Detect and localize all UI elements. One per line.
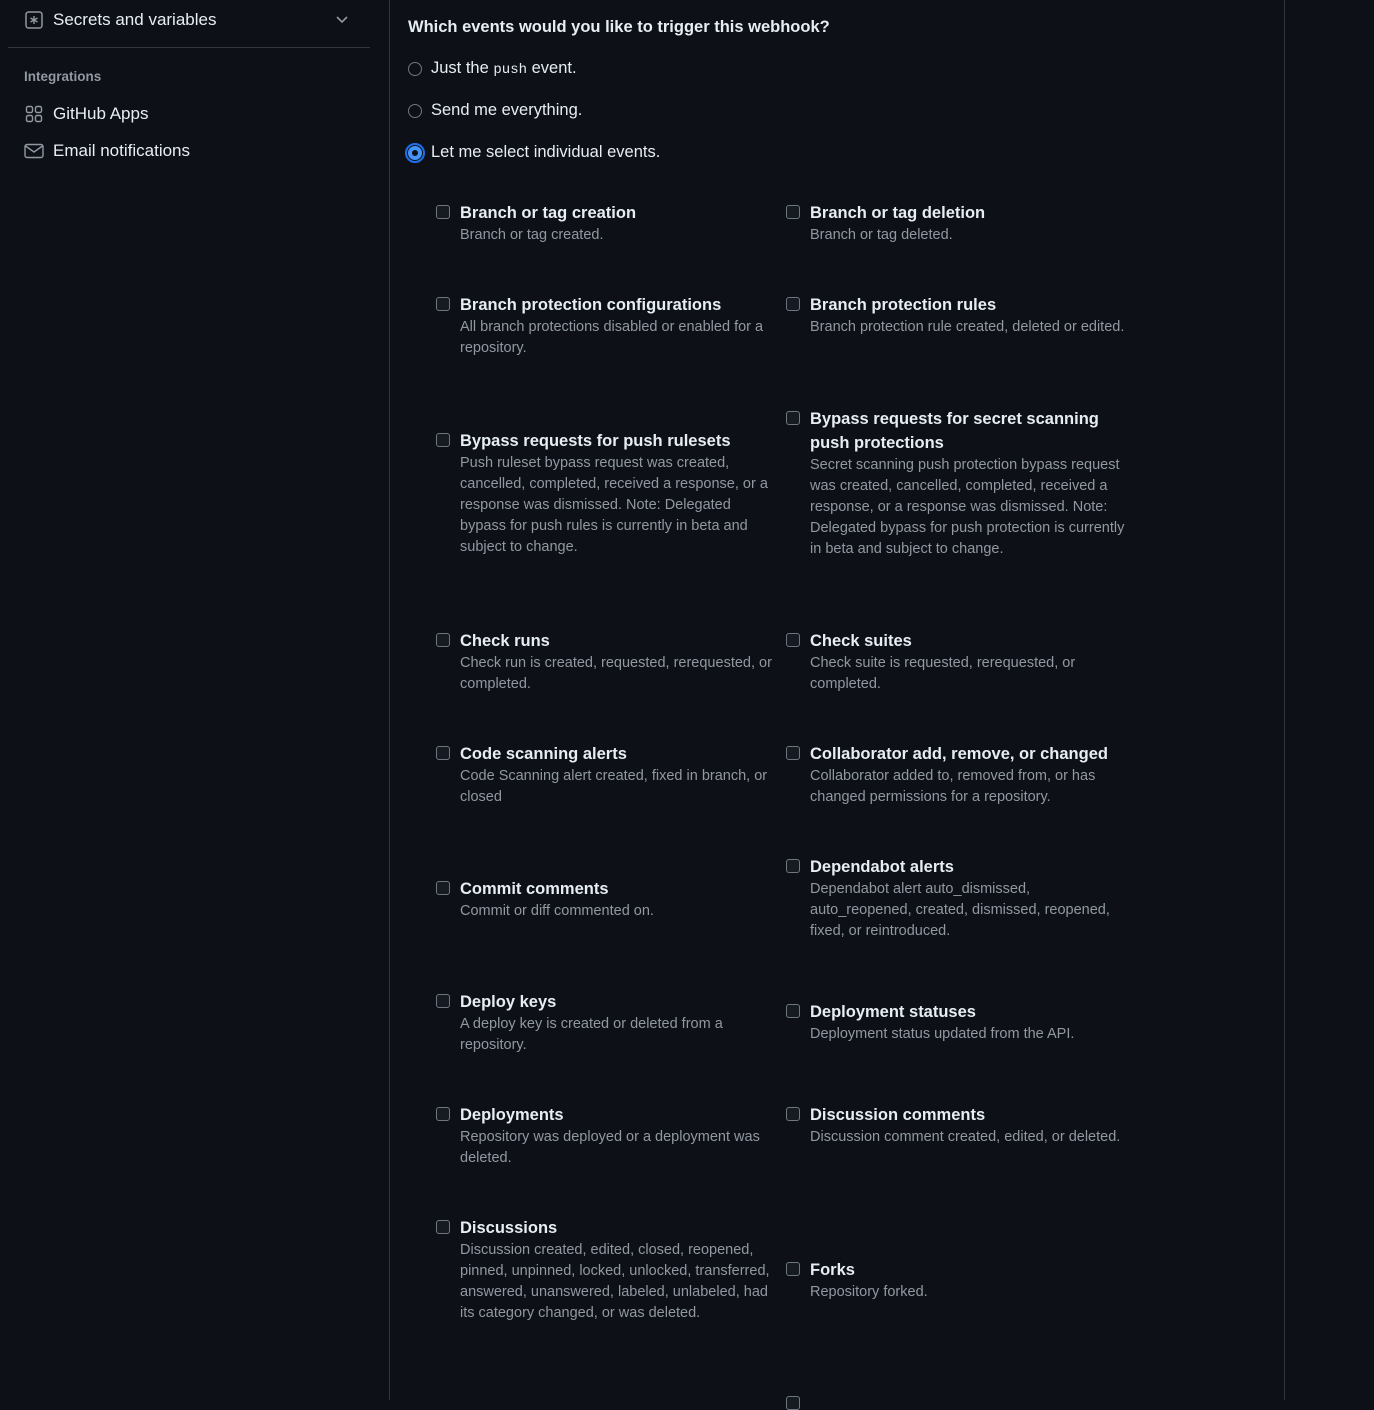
event-branch-protection-configurations: [436, 293, 776, 359]
event-branch-tag-deletion: [786, 201, 1126, 246]
push-code-label: push: [493, 62, 527, 78]
event-title: Deployment statuses: [810, 1003, 976, 1021]
event-description: Discussion comment created, edited, or deleted.: [810, 1129, 1121, 1145]
event-description: All branch protections disabled or enabled for a repository.: [460, 319, 764, 356]
event-title: Collaborator add, remove, or changed: [810, 745, 1108, 763]
event-branch-protection-rules: [786, 293, 1126, 338]
event-checkbox[interactable]: [786, 1004, 800, 1018]
event-description: Collaborator added to, removed from, or has changed permissions for a repository.: [810, 768, 1096, 805]
event-description: Code Scanning alert created, fixed in branch, or closed: [460, 768, 768, 805]
event-title: Code scanning alerts: [460, 745, 627, 763]
event-title: Branch or tag deletion: [810, 204, 986, 222]
event-discussions: [436, 1216, 776, 1324]
event-checkbox[interactable]: [436, 205, 450, 219]
event-title: Dependabot alerts: [810, 858, 954, 876]
event-checkbox[interactable]: [786, 1396, 800, 1410]
event-checkbox[interactable]: [786, 859, 800, 873]
event-checkbox[interactable]: [786, 746, 800, 760]
event-description: Check run is created, requested, rerequested, or completed.: [460, 655, 772, 692]
asterisk-box-icon: [24, 10, 44, 30]
event-checkbox[interactable]: [436, 1220, 450, 1234]
event-title: Branch protection configurations: [460, 296, 722, 314]
sidebar-item-label: GitHub Apps: [53, 104, 149, 123]
event-description: Secret scanning push protection bypass request was created, cancelled, completed, received a response, or a response was dismissed. Note: Delegated bypass for push protection is currently in beta and subject to change.: [810, 457, 1125, 557]
event-title: Commit comments: [460, 880, 609, 898]
event-title: Check runs: [460, 632, 550, 650]
event-bypass-push-rulesets: [436, 429, 776, 558]
sidebar-section-heading: Integrations: [24, 69, 102, 84]
event-title: Bypass requests for push rulesets: [460, 432, 731, 450]
event-title: Discussions: [460, 1219, 558, 1237]
event-bypass-secret-scanning: [786, 407, 1126, 560]
event-title: Branch or tag creation: [460, 204, 637, 222]
event-description: Branch protection rule created, deleted or edited.: [810, 319, 1125, 335]
event-deploy-keys: [436, 990, 776, 1056]
mail-icon: [24, 141, 44, 161]
event-checkbox[interactable]: [436, 633, 450, 647]
event-checkbox[interactable]: [436, 433, 450, 447]
event-checkbox[interactable]: [436, 1107, 450, 1121]
event-description: Branch or tag deleted.: [810, 227, 953, 243]
event-deployment-statuses: [786, 1000, 1126, 1045]
event-collaborator: [786, 742, 1126, 808]
event-description: Repository was deployed or a deployment was deleted.: [460, 1129, 760, 1166]
sidebar-item-label: Email notifications: [53, 141, 191, 160]
event-title: Discussion comments: [810, 1106, 986, 1124]
radio-label: Send me everything.: [431, 101, 583, 119]
event-forks: [786, 1258, 1126, 1303]
radio-send-everything[interactable]: [408, 101, 582, 120]
event-deployments: [436, 1103, 776, 1169]
sidebar-border: [389, 0, 390, 1400]
event-description: Discussion created, edited, closed, reopened, pinned, unpinned, locked, unlocked, transferred, answered, unanswered, labeled, unlabeled, had its category changed, or was deleted.: [460, 1242, 770, 1321]
radio-label: Let me select individual events.: [431, 143, 661, 161]
radio-select-individual[interactable]: [408, 143, 660, 162]
apps-grid-icon: [24, 104, 44, 124]
chevron-down-icon[interactable]: [335, 11, 349, 31]
radio-button[interactable]: [408, 62, 422, 76]
event-title: Bypass requests for secret scanning push protections: [810, 410, 1099, 452]
event-description: Branch or tag created.: [460, 227, 604, 243]
sidebar-item-github-apps[interactable]: [24, 104, 148, 124]
sidebar-item-secrets-and-variables[interactable]: [24, 10, 349, 30]
event-title: Deployments: [460, 1106, 564, 1124]
event-description: Push ruleset bypass request was created, cancelled, completed, received a response, or a response was dismissed. Note: Delegated bypass for push rules is currently in beta and subject to change.: [460, 455, 768, 555]
event-commit-comments: [436, 877, 776, 922]
event-description: Commit or diff commented on.: [460, 903, 654, 919]
event-description: Repository forked.: [810, 1284, 928, 1300]
event-checkbox[interactable]: [786, 205, 800, 219]
event-dependabot-alerts: [786, 855, 1126, 942]
event-checkbox[interactable]: [436, 881, 450, 895]
event-title: Forks: [810, 1261, 855, 1279]
event-check-runs: [436, 629, 776, 695]
event-branch-tag-creation: [436, 201, 776, 246]
radio-label: Just the push event.: [431, 59, 577, 78]
event-checkbox[interactable]: [786, 633, 800, 647]
settings-sidebar: [0, 0, 389, 1400]
event-checkbox[interactable]: [786, 1107, 800, 1121]
sidebar-item-email-notifications[interactable]: [24, 141, 190, 161]
event-checkbox[interactable]: [436, 746, 450, 760]
event-checkbox[interactable]: [786, 297, 800, 311]
radio-just-push[interactable]: [408, 59, 577, 78]
event-checkbox[interactable]: [436, 297, 450, 311]
event-description: Deployment status updated from the API.: [810, 1026, 1075, 1042]
event-checkbox[interactable]: [786, 411, 800, 425]
event-title: Deploy keys: [460, 993, 557, 1011]
event-check-suites: [786, 629, 1126, 695]
event-description: Dependabot alert auto_dismissed, auto_reopened, created, dismissed, reopened, fixed, or reintroduced.: [810, 881, 1110, 939]
event-checkbox[interactable]: [786, 1262, 800, 1276]
events-question-heading: Which events would you like to trigger this webhook?: [408, 18, 830, 36]
event-checkbox[interactable]: [436, 994, 450, 1008]
event-discussion-comments: [786, 1103, 1126, 1148]
radio-button[interactable]: [408, 104, 422, 118]
event-title: Check suites: [810, 632, 912, 650]
radio-button-selected[interactable]: [408, 146, 422, 160]
content-border: [1284, 0, 1285, 1400]
event-description: A deploy key is created or deleted from a repository.: [460, 1016, 723, 1053]
event-code-scanning-alerts: [436, 742, 776, 808]
sidebar-item-label: Secrets and variables: [53, 10, 217, 29]
event-description: Check suite is requested, rerequested, or completed.: [810, 655, 1076, 692]
sidebar-divider: [8, 47, 370, 48]
event-title: Branch protection rules: [810, 296, 997, 314]
